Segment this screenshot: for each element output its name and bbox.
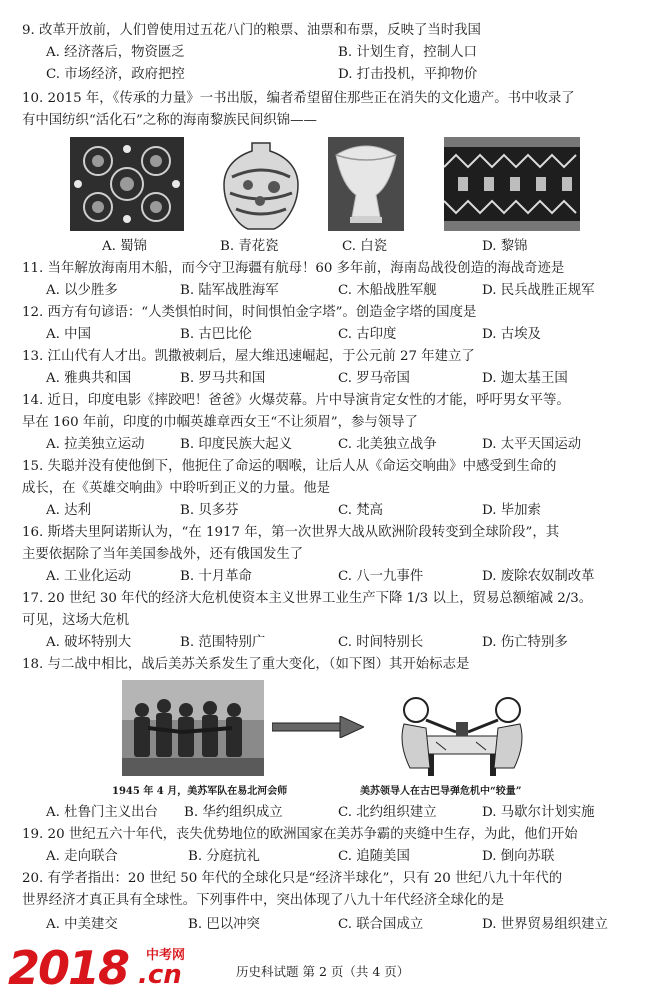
question-15-line2: 成长，在《英雄交响曲》中聆听到正义的力量。他是 bbox=[22, 481, 330, 496]
question-13: 13. 江山代有人才出。凯撒被刺后，屋大维迅速崛起，于公元前 27 年建立了 bbox=[22, 349, 475, 364]
question-20-line2: 世界经济才真正具有全球性。下列事件中，突出体现了八九十年代经济全球化的是 bbox=[22, 893, 505, 908]
watermark-logo bbox=[8, 942, 208, 998]
q18-option-a[interactable]: A. 杜鲁门主义出台 bbox=[46, 805, 158, 820]
q12-option-c[interactable]: C. 古印度 bbox=[338, 327, 397, 342]
question-9: 9. 改革开放前，人们曾使用过五花八门的粮票、油票和布票，反映了当时我国 bbox=[22, 23, 481, 38]
q14-option-b[interactable]: B. 印度民族大起义 bbox=[180, 437, 293, 452]
elbe-meeting-photo bbox=[122, 680, 264, 776]
question-12: 12. 西方有句谚语：“人类惧怕时间，时间惧怕金字塔”。创造金字塔的国度是 bbox=[22, 305, 477, 320]
q13-option-a[interactable]: A. 雅典共和国 bbox=[46, 371, 132, 386]
q14-option-a[interactable]: A. 拉美独立运动 bbox=[46, 437, 145, 452]
question-10-line1: 10. 2015 年，《传承的力量》一书出版，编者希望留住那些正在消失的文化遗产。书中收录了 bbox=[22, 91, 575, 106]
q19-option-d[interactable]: D. 倒向苏联 bbox=[482, 849, 555, 864]
q17-option-a[interactable]: A. 破坏特别大 bbox=[46, 635, 132, 650]
q13-option-c[interactable]: C. 罗马帝国 bbox=[338, 371, 410, 386]
q13-option-b[interactable]: B. 罗马共和国 bbox=[180, 371, 266, 386]
q19-option-c[interactable]: C. 追随美国 bbox=[338, 849, 410, 864]
question-20-line1: 20. 有学者指出：20 世纪 50 年代的全球化只是“经济半球化”，只有 20 世纪八九十年代的 bbox=[22, 871, 563, 886]
q12-option-b[interactable]: B. 古巴比伦 bbox=[180, 327, 252, 342]
q16-option-a[interactable]: A. 工业化运动 bbox=[46, 569, 132, 584]
q10-option-b[interactable]: B. 青花瓷 bbox=[220, 239, 279, 254]
q14-option-d[interactable]: D. 太平天国运动 bbox=[482, 437, 582, 452]
q9-options-row2 bbox=[46, 64, 651, 86]
q17-option-d[interactable]: D. 伤亡特别多 bbox=[482, 635, 568, 650]
q11-options bbox=[46, 280, 651, 302]
q9-option-c[interactable]: C. 市场经济，政府把控 bbox=[46, 67, 185, 82]
q20-option-a[interactable]: A. 中美建交 bbox=[46, 917, 118, 932]
q20-option-c[interactable]: C. 联合国成立 bbox=[338, 917, 424, 932]
q12-option-a[interactable]: A. 中国 bbox=[46, 327, 91, 342]
q10-option-d[interactable]: D. 黎锦 bbox=[482, 239, 528, 254]
q11-option-d[interactable]: D. 民兵战胜正规军 bbox=[482, 283, 595, 298]
q19-option-b[interactable]: B. 分庭抗礼 bbox=[188, 849, 260, 864]
q18-option-d[interactable]: D. 马歇尔计划实施 bbox=[482, 805, 595, 820]
q17-option-b[interactable]: B. 范围特别广 bbox=[180, 635, 266, 650]
q16-option-b[interactable]: B. 十月革命 bbox=[180, 569, 252, 584]
li-brocade-image bbox=[444, 137, 580, 231]
question-11: 11. 当年解放海南用木船，而今守卫海疆有航母！60 多年前，海南岛战役创造的海战奇迹是 bbox=[22, 261, 565, 276]
q20-option-d[interactable]: D. 世界贸易组织建立 bbox=[482, 917, 608, 932]
q10-option-c[interactable]: C. 白瓷 bbox=[342, 239, 388, 254]
caption-elbe-meeting: 1945 年 4 月，美苏军队在易北河会师 bbox=[112, 786, 288, 797]
q18-option-c[interactable]: C. 北约组织建立 bbox=[338, 805, 437, 820]
question-18: 18. 与二战中相比，战后美苏关系发生了重大变化，（如下图）其开始标志是 bbox=[22, 657, 470, 672]
question-10-line2: 有中国纺织“活化石”之称的海南黎族民间织锦—— bbox=[22, 113, 317, 128]
q9-option-d[interactable]: D. 打击投机，平抑物价 bbox=[338, 67, 478, 82]
question-19: 19. 20 世纪五六十年代，丧失优势地位的欧洲国家在美苏争霸的夹缝中生存，为此，他们开始 bbox=[22, 827, 578, 842]
question-14-line1: 14. 近日，印度电影《摔跤吧！爸爸》火爆荧幕。片中导演肯定女性的才能，呼吁男女平等。 bbox=[22, 393, 570, 408]
q20-options bbox=[46, 914, 651, 936]
q17-option-c[interactable]: C. 时间特别长 bbox=[338, 635, 424, 650]
white-porcelain-image bbox=[328, 137, 404, 231]
q15-option-d[interactable]: D. 毕加索 bbox=[482, 503, 541, 518]
q20-option-b[interactable]: B. 巴以冲突 bbox=[188, 917, 260, 932]
question-14-line2: 早在 160 年前，印度的巾帼英雄章西女王“不让须眉”，参与领导了 bbox=[22, 415, 418, 430]
q11-option-c[interactable]: C. 木船战胜军舰 bbox=[338, 283, 437, 298]
question-16-line2: 主要依据除了当年美国参战外，还有俄国发生了 bbox=[22, 547, 304, 562]
question-17-line1: 17. 20 世纪 30 年代的经济大危机使资本主义世界工业生产下降 1/3 以上，贸易总额缩减 2/3。 bbox=[22, 591, 593, 606]
shu-brocade-image bbox=[70, 137, 184, 231]
q18-options bbox=[46, 802, 651, 824]
q15-options bbox=[46, 500, 651, 522]
q13-options bbox=[46, 368, 651, 390]
q11-option-a[interactable]: A. 以少胜多 bbox=[46, 283, 118, 298]
q14-option-c[interactable]: C. 北美独立战争 bbox=[338, 437, 437, 452]
caption-cuban-crisis: 美苏领导人在古巴导弹危机中“较量” bbox=[360, 786, 522, 797]
question-16-line1: 16. 斯塔夫里阿诺斯认为，“在 1917 年，第一次世界大战从欧洲阶段转变到全球阶段”，其 bbox=[22, 525, 560, 540]
q16-options bbox=[46, 566, 651, 588]
q15-option-b[interactable]: B. 贝多芬 bbox=[180, 503, 239, 518]
q9-option-a[interactable]: A. 经济落后，物资匮乏 bbox=[46, 45, 185, 60]
q9-option-b[interactable]: B. 计划生育，控制人口 bbox=[338, 45, 477, 60]
question-17-line2: 可见，这场大危机 bbox=[22, 613, 130, 628]
page-footer: 历史科试题 第 2 页（共 4 页） bbox=[236, 964, 410, 979]
q11-option-b[interactable]: B. 陆军战胜海军 bbox=[180, 283, 279, 298]
arrow-icon bbox=[272, 716, 364, 738]
q16-option-c[interactable]: C. 八一九事件 bbox=[338, 569, 424, 584]
q17-options bbox=[46, 632, 651, 654]
logo-number: 2018 bbox=[8, 941, 129, 995]
cuban-crisis-cartoon bbox=[386, 680, 538, 780]
q10-options bbox=[46, 236, 651, 258]
q12-option-d[interactable]: D. 古埃及 bbox=[482, 327, 541, 342]
q13-option-d[interactable]: D. 迦太基王国 bbox=[482, 371, 568, 386]
q10-option-a[interactable]: A. 蜀锦 bbox=[102, 239, 147, 254]
q15-option-c[interactable]: C. 梵高 bbox=[338, 503, 384, 518]
q12-options bbox=[46, 324, 651, 346]
logo-site-name: 中考网 bbox=[144, 944, 187, 963]
q18-option-b[interactable]: B. 华约组织成立 bbox=[184, 805, 283, 820]
logo-domain: .cn bbox=[138, 960, 182, 990]
q19-option-a[interactable]: A. 走向联合 bbox=[46, 849, 118, 864]
q15-option-a[interactable]: A. 达利 bbox=[46, 503, 91, 518]
blue-white-porcelain-image bbox=[218, 137, 304, 231]
q19-options bbox=[46, 846, 651, 868]
q14-options bbox=[46, 434, 651, 456]
question-15-line1: 15. 失聪并没有使他倒下，他扼住了命运的咽喉，让后人从《命运交响曲》中感受到生命的 bbox=[22, 459, 557, 474]
q16-option-d[interactable]: D. 废除农奴制改革 bbox=[482, 569, 595, 584]
q9-options-row1 bbox=[46, 42, 651, 64]
